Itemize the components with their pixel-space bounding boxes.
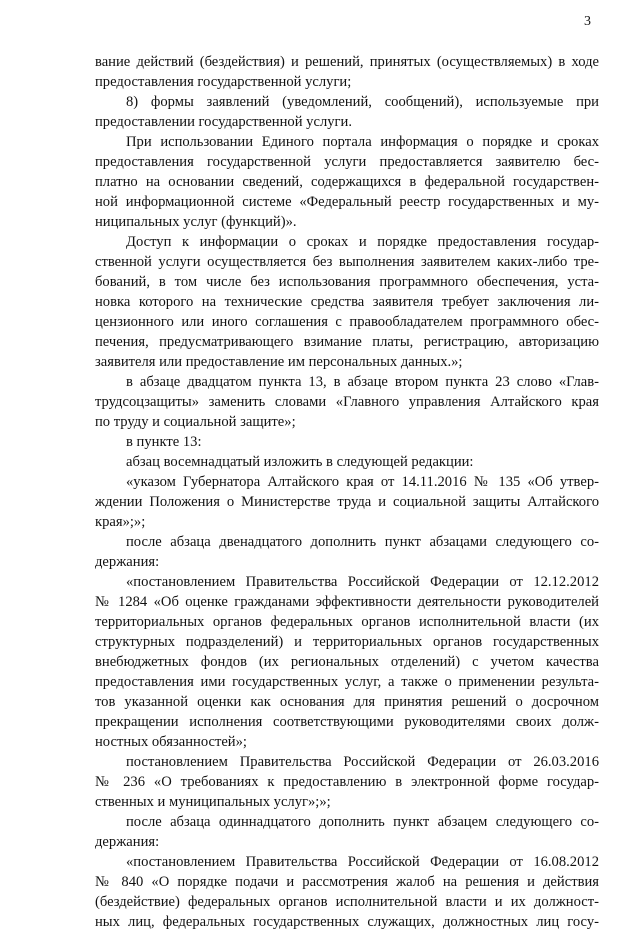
text-line: тов указанной оценки как основания для принятия решений о досрочном (95, 694, 599, 710)
text-line: «постановлением Правительства Российской Федерации от 16.08.2012 (126, 854, 599, 870)
text-line: ностных обязанностей»; (95, 734, 247, 750)
text-line: трудсоцзащиты» заменить словами «Главного управления Алтайского края (95, 394, 599, 410)
text-line: № 1284 «Об оценке гражданами эффективности деятельности руководителей (95, 594, 599, 610)
text-line: предоставления ими государственных услуг, а также о применении результа- (95, 674, 599, 690)
text-line: ниципальных услуг (функций)». (95, 214, 297, 230)
text-line: «постановлением Правительства Российской Федерации от 12.12.2012 (126, 574, 599, 590)
text-line: ждении Положения о Министерстве труда и социальной защиты Алтайского (95, 494, 599, 510)
text-line: абзац восемнадцатый изложить в следующей редакции: (126, 454, 474, 470)
text-line: Доступ к информации о сроках и порядке предоставления государ- (126, 234, 599, 250)
text-line: после абзаца двенадцатого дополнить пункт абзацами следующего со- (126, 534, 599, 550)
text-line: территориальных органов федеральных органов исполнительной власти (их (95, 614, 599, 630)
text-line: по труду и социальной защите»; (95, 414, 296, 430)
text-line: края»;»; (95, 514, 146, 530)
text-line: ственных и муниципальных услуг»;»; (95, 794, 331, 810)
text-line: цензионного или иного соглашения с правообладателем программного обес- (95, 314, 599, 330)
text-line: № 840 «О порядке подачи и рассмотрения жалоб на решения и действия (95, 874, 599, 890)
page-number: 3 (584, 14, 591, 29)
text-line: № 236 «О требованиях к предоставлению в электронной форме государ- (95, 774, 599, 790)
text-line: ной информационной системе «Федеральный реестр государственных и му- (95, 194, 599, 210)
body-text (95, 52, 599, 932)
text-line: постановлением Правительства Российской Федерации от 26.03.2016 (126, 754, 599, 770)
text-line: 8) формы заявлений (уведомлений, сообщений), используемые при (126, 94, 599, 110)
text-line: ственной услуги осуществляется без выполнения заявителем каких-либо тре- (95, 254, 599, 270)
text-line: в абзаце двадцатом пункта 13, в абзаце втором пункта 23 слово «Глав- (126, 374, 599, 390)
text-line: предоставления государственной услуги предоставляется заявителю бес- (95, 154, 599, 170)
text-line: «указом Губернатора Алтайского края от 14.11.2016 № 135 «Об утвер- (126, 474, 599, 490)
text-line: печения, предусматривающего взимание платы, регистрацию, авторизацию (95, 334, 599, 350)
text-line: новка которого на технические средства заявителя требует заключения ли- (95, 294, 599, 310)
text-line: прекращении исполнения соответствующими руководителями своих долж- (95, 714, 599, 730)
text-line: в пункте 13: (126, 434, 202, 450)
text-line: держания: (95, 554, 160, 570)
text-line: заявителя или предоставление им персональных данных.»; (95, 354, 463, 370)
text-line: предоставления государственной услуги; (95, 74, 352, 90)
text-line: после абзаца одиннадцатого дополнить пункт абзацем следующего со- (126, 814, 599, 830)
text-line: При использовании Единого портала информация о порядке и сроках (126, 134, 599, 150)
text-line: держания: (95, 834, 160, 850)
text-line: ных лиц, федеральных государственных служащих, должностных лиц госу- (95, 914, 599, 930)
text-line: вание действий (бездействия) и решений, принятых (осуществляемых) в ходе (95, 54, 599, 70)
text-line: (бездействие) федеральных органов исполнительной власти и их должност- (95, 894, 599, 910)
text-line: предоставлении государственной услуги. (95, 114, 352, 130)
text-line: структурных подразделений) и территориальных органов государственных (95, 634, 599, 650)
text-line: внебюджетных фондов (их региональных отделений) с учетом качества (95, 654, 599, 670)
text-line: платно на основании сведений, содержащихся в федеральной государствен- (95, 174, 599, 190)
text-line: бований, в том числе без использования программного обеспечения, уста- (95, 274, 599, 290)
